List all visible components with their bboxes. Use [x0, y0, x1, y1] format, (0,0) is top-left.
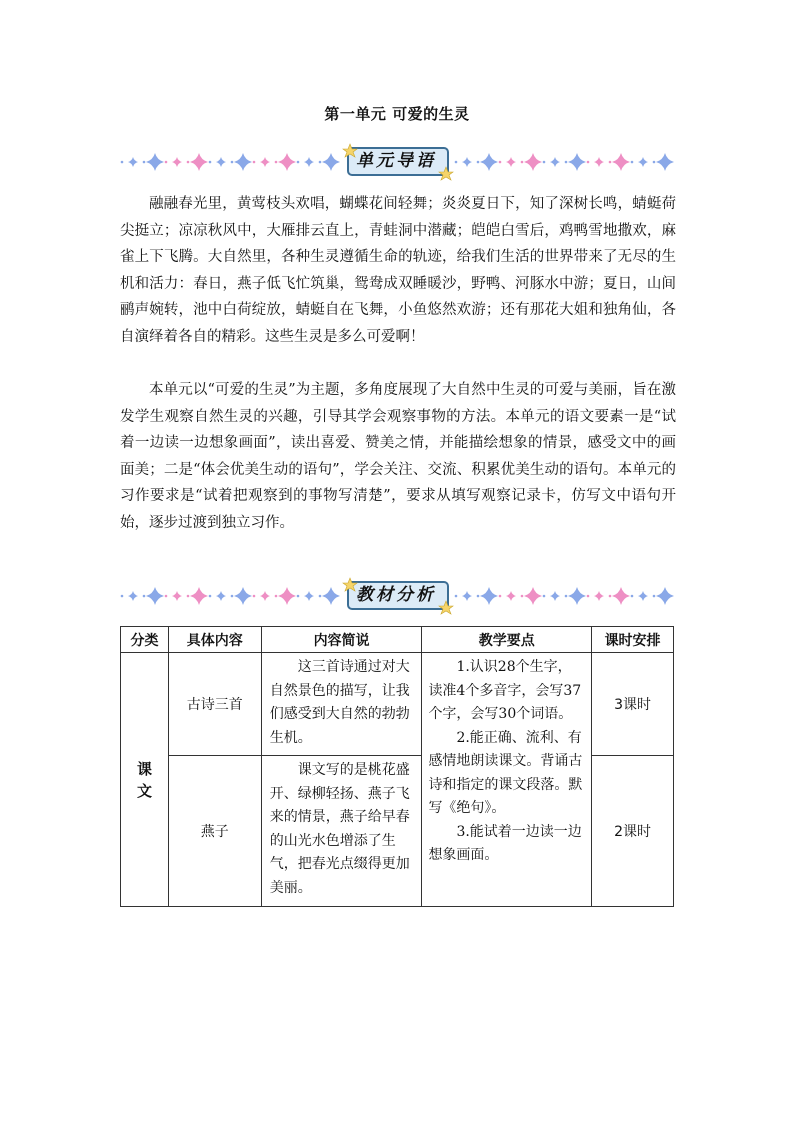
sparkle-icon: [172, 157, 182, 167]
sparkle-icon: [480, 587, 498, 605]
sparkle-dot-icon: [187, 161, 190, 164]
sparkle-icon: [612, 153, 630, 171]
teaching-point: 1.认识28个生字，读准4个多音字，会写37个字，会写30个词语。: [428, 659, 582, 722]
sparkle-dot-icon: [275, 161, 278, 164]
sparkle-dot-icon: [253, 595, 256, 598]
sparkle-dot-icon: [565, 595, 568, 598]
sparkle-icon: [568, 153, 586, 171]
sparkle-dot-icon: [499, 161, 502, 164]
unit-intro-label: 单元导语: [356, 151, 436, 171]
lesson-summary-cell: 这三首诗通过对大自然景色的描写，让我们感受到大自然的勃勃生机。: [261, 653, 422, 756]
sparkle-icon: [638, 157, 648, 167]
sparkle-icon: [304, 591, 314, 601]
lesson-hours-cell: 2课时: [592, 756, 674, 907]
sparkle-icon: [260, 157, 270, 167]
lesson-name-cell: 燕子: [168, 756, 261, 907]
sparkle-icon: [594, 157, 604, 167]
sparkle-icon: [594, 591, 604, 601]
sparkle-dot-icon: [587, 595, 590, 598]
sparkle-dot-icon: [543, 595, 546, 598]
sparkle-dot-icon: [143, 595, 146, 598]
sparkle-icon: [216, 157, 226, 167]
sparkle-dot-icon: [609, 595, 612, 598]
sparkle-icon: [146, 153, 164, 171]
sparkle-icon: [190, 153, 208, 171]
sparkle-dot-icon: [297, 161, 300, 164]
intro-paragraph-1: 融融春光里，黄莺枝头欢唱，蝴蝶花间轻舞；炎炎夏日下，知了深树长鸣，蜻蜓荷尖挺立；凉凉秋风中，大雁排云直上，青蛙洞中潜藏；皑皑白雪后，鸡鸭雪地撒欢，麻雀上下飞腾。大自然里，各种生灵遵循生命的轨迹，给我们生活的世界带来了无尽的生机和活力：春日，燕子低飞忙筑巢，鸳鸯成双睡暖沙，野鸭、河豚水中游；夏日，山间鹂声婉转，池中白荷绽放，蜻蜓自在飞舞，小鱼悠然欢游；还有那花大姐和独角仙，各自演绎着各自的精彩。这些生灵是多么可爱啊！: [120, 196, 676, 345]
sparkle-dot-icon: [653, 595, 656, 598]
sparkle-dot-icon: [477, 161, 480, 164]
intro-paragraph-2: 本单元以“可爱的生灵”为主题，多角度展现了大自然中生灵的可爱与美丽，旨在激发学生观察自然生灵的兴趣，引导其学会观察事物的方法。本单元的语文要素一是“试着一边读一边想象画面”，读出喜爱、赞美之情，并能描绘想象的情景，感受文中的画面美；二是“体会优美生动的语句”，学会关注、交流、积累优美生动的语句。本单元的习作要求是“试着把观察到的事物写清楚”，要求从填写观察记录卡，仿写文中语句开始，逐步过渡到独立习作。: [120, 382, 676, 531]
sparkle-dot-icon: [231, 161, 234, 164]
sparkle-icon: [550, 157, 560, 167]
sparkle-icon: [638, 591, 648, 601]
teaching-point: 2.能正确、流利、有感情地朗读课文。背诵古诗和指定的课文段落。默写《绝句》。: [428, 729, 583, 816]
teaching-point: 3.能试着一边读一边想象画面。: [428, 823, 582, 863]
sparkle-dot-icon: [609, 161, 612, 164]
sparkle-icon: [550, 591, 560, 601]
sparkle-dot-icon: [499, 595, 502, 598]
header-content: 具体内容: [168, 627, 261, 653]
sparkle-icon: [506, 157, 516, 167]
sparkle-icon: [462, 591, 472, 601]
sparkle-dot-icon: [565, 161, 568, 164]
sparkle-dot-icon: [143, 161, 146, 164]
unit-intro-banner: [118, 142, 674, 182]
sparkle-dot-icon: [121, 595, 124, 598]
sparkle-dot-icon: [521, 161, 524, 164]
sparkle-icon: [304, 157, 314, 167]
sparkle-dot-icon: [477, 595, 480, 598]
sparkle-dot-icon: [543, 161, 546, 164]
sparkle-icon: [322, 153, 340, 171]
header-teaching-points: 教学要点: [422, 627, 592, 653]
textbook-analysis-label: 教材分析: [356, 585, 436, 605]
sparkle-dot-icon: [231, 595, 234, 598]
table-header-row: [121, 627, 674, 653]
page-title: 第一单元 可爱的生灵: [324, 105, 470, 123]
header-summary: 内容简说: [261, 627, 422, 653]
sparkle-icon: [278, 153, 296, 171]
sparkle-dot-icon: [121, 161, 124, 164]
sparkle-icon: [234, 587, 252, 605]
category-cell: [121, 653, 169, 907]
textbook-analysis-table: [120, 626, 674, 907]
textbook-analysis-banner: [118, 576, 674, 616]
sparkle-icon: [172, 591, 182, 601]
sparkle-dot-icon: [631, 595, 634, 598]
sparkle-dot-icon: [455, 595, 458, 598]
sparkle-dot-icon: [319, 595, 322, 598]
sparkle-dot-icon: [587, 161, 590, 164]
sparkle-dot-icon: [653, 161, 656, 164]
sparkle-dot-icon: [209, 161, 212, 164]
sparkle-dot-icon: [319, 161, 322, 164]
sparkle-icon: [190, 587, 208, 605]
sparkle-icon: [480, 153, 498, 171]
sparkle-icon: [506, 591, 516, 601]
teaching-points-cell: [422, 653, 592, 907]
lesson-hours-cell: 3课时: [592, 653, 674, 756]
sparkle-icon: [278, 587, 296, 605]
sparkle-icon: [656, 153, 674, 171]
sparkle-dot-icon: [209, 595, 212, 598]
sparkle-dot-icon: [165, 161, 168, 164]
sparkle-icon: [260, 591, 270, 601]
sparkle-dot-icon: [455, 161, 458, 164]
sparkle-icon: [462, 157, 472, 167]
sparkle-icon: [524, 153, 542, 171]
sparkle-dot-icon: [275, 595, 278, 598]
sparkle-icon: [612, 587, 630, 605]
sparkle-icon: [322, 587, 340, 605]
sparkle-dot-icon: [631, 161, 634, 164]
sparkle-icon: [524, 587, 542, 605]
sparkle-icon: [128, 591, 138, 601]
table-row: [121, 653, 674, 756]
lesson-summary-cell: 课文写的是桃花盛开、绿柳轻扬、燕子飞来的情景，燕子给早春的山光水色增添了生气，把春光点缀得更加美丽。: [261, 756, 422, 907]
sparkle-icon: [656, 587, 674, 605]
sparkle-dot-icon: [165, 595, 168, 598]
sparkle-dot-icon: [253, 161, 256, 164]
sparkle-dot-icon: [187, 595, 190, 598]
sparkle-dot-icon: [521, 595, 524, 598]
category-label: 课 文: [136, 759, 152, 800]
header-category: 分类: [121, 627, 169, 653]
sparkle-icon: [568, 587, 586, 605]
sparkle-icon: [146, 587, 164, 605]
sparkle-icon: [128, 157, 138, 167]
sparkle-icon: [234, 153, 252, 171]
lesson-name-cell: 古诗三首: [168, 653, 261, 756]
sparkle-icon: [216, 591, 226, 601]
sparkle-dot-icon: [297, 595, 300, 598]
header-hours: 课时安排: [592, 627, 674, 653]
